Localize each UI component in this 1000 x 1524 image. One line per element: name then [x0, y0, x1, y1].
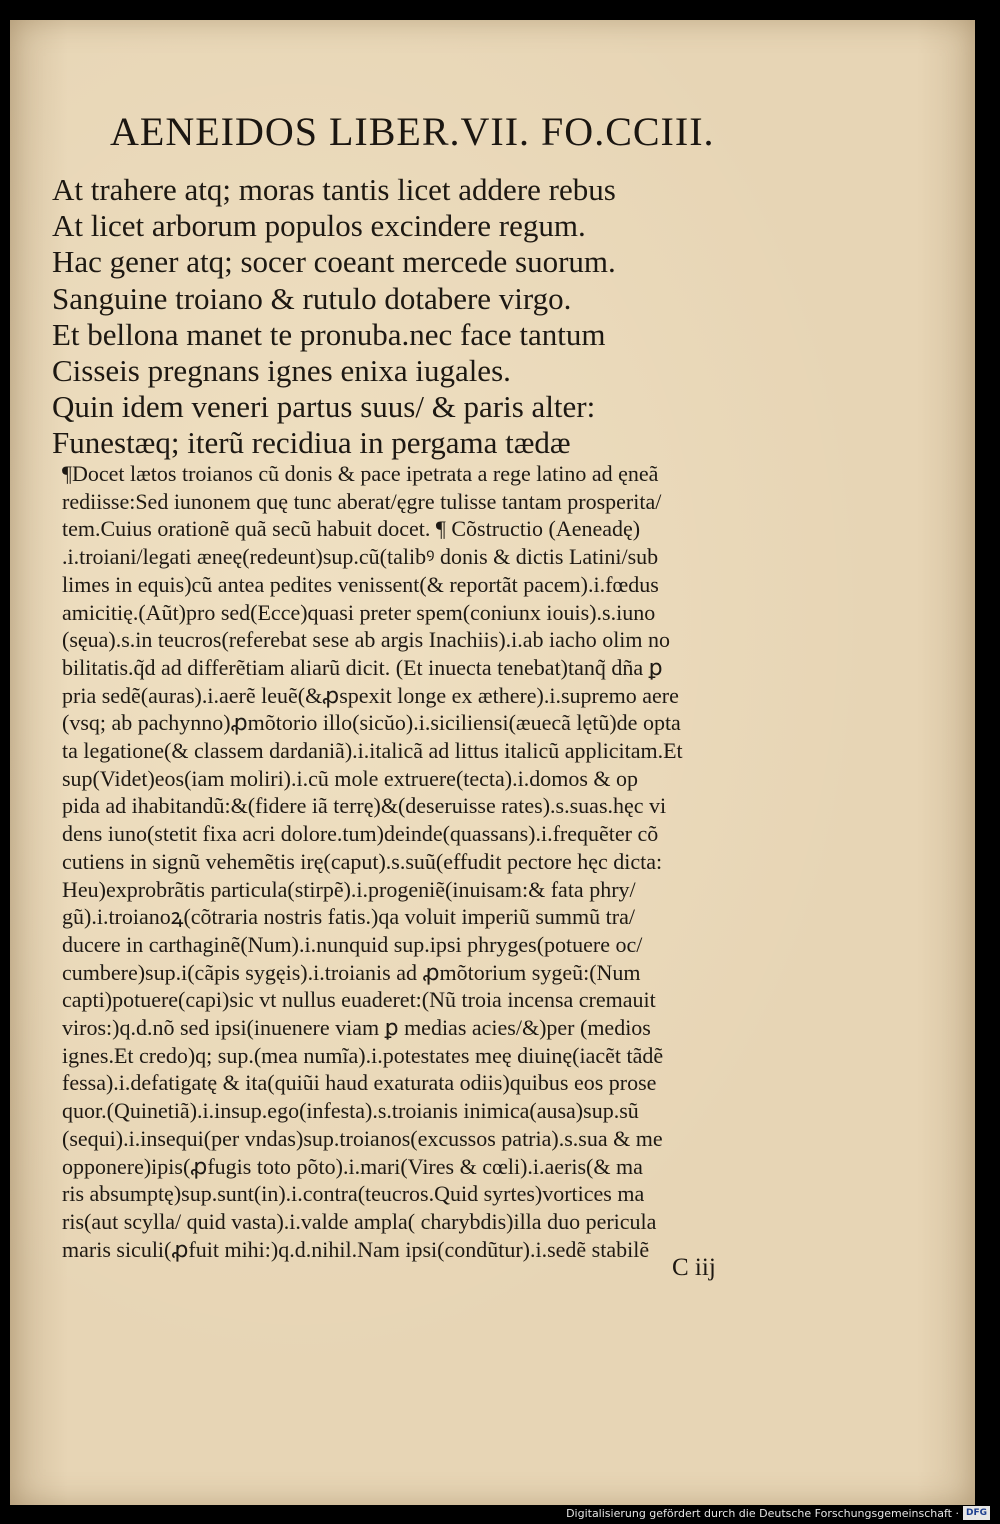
commentary-line: (sęua).s.in teucros(referebat sese ab argis Inachiis).i.ab iacho olim no: [62, 627, 671, 653]
commentary-line: rediisse:Sed iunonem quę tunc aberat/ęgre tulisse tantam prosperita/: [62, 488, 662, 514]
commentary-line: (sequi).i.insequi(per vndas)sup.troianos(excussos patria).s.sua & me: [62, 1125, 663, 1151]
running-header: AENEIDOS LIBER.VII. FO.CCIII.: [110, 109, 715, 154]
commentary-line: gũ).i.troianoꝝ(cõtraria nostris fatis.)qa voluit imperiũ summũ tra/: [62, 904, 635, 930]
commentary-line: fessa).i.defatigatę & ita(quiũi haud exaturata odiis)quibus eos prose: [62, 1070, 657, 1096]
digitization-credit: [566, 1505, 990, 1521]
verse-line: Quin idem veneri partus suus/ & paris alter:: [52, 389, 596, 425]
commentary-line: viros:)q.d.nõ sed ipsi(inuenere viam ꝑ medias acies/&)per (medios: [62, 1015, 651, 1041]
book-page: [10, 20, 975, 1505]
commentary-line: ris absumptę)sup.sunt(in).i.contra(teucros.Quid syrtes)vortices ma: [62, 1181, 645, 1207]
commentary-line: capti)potuere(capi)sic vt nullus euaderet:(Nũ troia incensa cremauit: [62, 987, 656, 1013]
commentary-line: pria sedẽ(auras).i.aerẽ leuẽ(&ꝓspexit longe ex æthere).i.supremo aere: [62, 682, 679, 708]
verse-block: [52, 172, 712, 462]
signature-mark: C iij: [672, 1254, 716, 1281]
commentary-line: pida ad ihabitandũ:&(fidere iã terrę)&(deseruisse rates).s.suas.hęc vi: [62, 793, 667, 819]
commentary-line: ta legatione(& classem dardaniã).i.italicã ad littus italicũ applicitam.Et: [62, 738, 683, 764]
commentary-line: tem.Cuius orationẽ quã secũ habuit docet. ¶ Cõstructio (Aeneadę): [62, 516, 641, 542]
commentary-line: dens iuno(stetit fixa acri dolore.tum)deinde(quassans).i.frequẽter cõ: [62, 821, 659, 847]
commentary-line: cumbere)sup.i(cãpis sygęis).i.troianis ad ꝓmõtorium sygeũ:(Num: [62, 959, 641, 985]
verse-line: At licet arborum populos excindere regum.: [52, 208, 586, 244]
verse-line: Hac gener atq; socer coeant mercede suorum.: [52, 244, 616, 280]
commentary-line: bilitatis.q̃d ad differẽtiam aliarũ dicit. (Et inuecta tenebat)tanq̃ dña ꝑ: [62, 654, 663, 680]
dfg-logo-icon: DFG: [963, 1506, 990, 1520]
commentary-line: .i.troiani/legati æneę(redeunt)sup.cũ(talibꝰ donis & dictis Latini/sub: [62, 544, 659, 570]
commentary-line: (vsq; ab pachynno)ꝓmõtorio illo(sicŭo).i.siciliensi(æuecã lętũ)de opta: [62, 710, 681, 736]
commentary-line: maris siculi(ꝓfuit mihi:)q.d.nihil.Nam ipsi(condũtur).i.sedẽ stabilẽ: [62, 1236, 650, 1262]
verse-line: Cisseis pregnans ignes enixa iugales.: [52, 353, 511, 389]
commentary-line: ris(aut scylla/ quid vasta).i.valde ampla( charybdis)illa duo pericula: [62, 1208, 657, 1234]
commentary-line: ducere in carthaginẽ(Num).i.nunquid sup.ipsi phryges(potuere oc/: [62, 931, 643, 957]
verse-line: Funestæq; iterũ recidiua in pergama tædæ: [52, 425, 571, 461]
commentary-line: sup(Videt)eos(iam moliri).i.cũ mole extruere(tecta).i.domos & op: [62, 765, 639, 791]
credit-text: Digitalisierung gefördert durch die Deutsche Forschungsgemeinschaft ·: [566, 1506, 959, 1520]
commentary-line: ¶Docet lætos troianos cũ donis & pace ipetrata a rege latino ad ęneã: [62, 461, 659, 486]
commentary-line: Heu)exprobrãtis particula(stirpẽ).i.progeniẽ(inuisam:& fata phry/: [62, 876, 636, 902]
verse-line: Et bellona manet te pronuba.nec face tantum: [52, 316, 606, 352]
verse-line: At trahere atq; moras tantis licet addere rebus: [52, 172, 616, 207]
commentary-line: opponere)ipis(ꝓfugis toto põto).i.mari(Vires & cœli).i.aeris(& ma: [62, 1153, 643, 1179]
commentary-line: amicitię.(Aũt)pro sed(Ecce)quasi preter spem(coniunx iouis).s.iuno: [62, 599, 656, 625]
commentary-block: [62, 460, 784, 1263]
commentary-line: limes in equis)cũ antea pedites venissent(& reportãt pacem).i.fœdus: [62, 571, 659, 597]
verse-line: Sanguine troiano & rutulo dotabere virgo.: [52, 280, 572, 316]
commentary-line: ignes.Et credo)q; sup.(mea numĩa).i.potestates meę diuinę(iacẽt tãdẽ: [62, 1042, 664, 1068]
commentary-line: quor.(Quinetiã).i.insup.ego(infesta).s.troianis inimica(ausa)sup.sũ: [62, 1098, 639, 1124]
commentary-line: cutiens in signũ vehemẽtis irę(caput).s.suũ(effudit pectore hęc dicta:: [62, 848, 663, 874]
